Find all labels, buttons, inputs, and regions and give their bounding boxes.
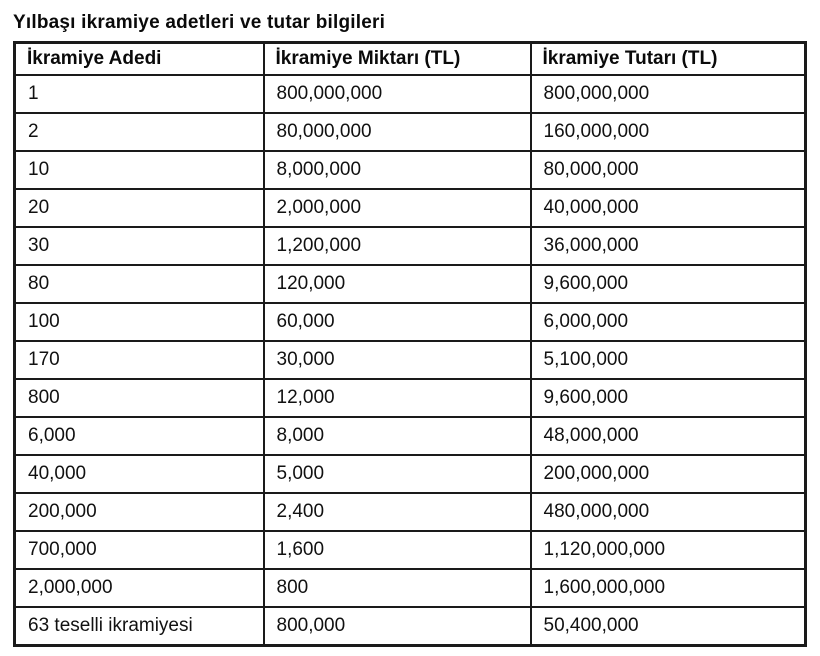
table-cell: 20 — [15, 189, 264, 227]
table-cell: 700,000 — [15, 531, 264, 569]
table-cell: 2 — [15, 113, 264, 151]
table-row — [15, 341, 806, 379]
header-row — [15, 43, 806, 76]
table-row — [15, 227, 806, 265]
table-cell: 120,000 — [264, 265, 531, 303]
table-row — [15, 379, 806, 417]
table-cell: 800 — [15, 379, 264, 417]
table-cell: 60,000 — [264, 303, 531, 341]
table-cell: 80,000,000 — [264, 113, 531, 151]
table-cell: 10 — [15, 151, 264, 189]
table-row — [15, 417, 806, 455]
table-cell: 1,200,000 — [264, 227, 531, 265]
table-cell: 5,000 — [264, 455, 531, 493]
table-row — [15, 531, 806, 569]
table-cell: 800,000,000 — [264, 75, 531, 113]
table-cell: 800,000 — [264, 607, 531, 646]
prize-table — [13, 41, 807, 647]
table-cell: 2,000,000 — [264, 189, 531, 227]
table-cell: 800,000,000 — [531, 75, 806, 113]
table-cell: 1,600 — [264, 531, 531, 569]
table-cell: 9,600,000 — [531, 265, 806, 303]
table-cell: 9,600,000 — [531, 379, 806, 417]
table-cell: 48,000,000 — [531, 417, 806, 455]
table-cell: 80,000,000 — [531, 151, 806, 189]
table-cell: 36,000,000 — [531, 227, 806, 265]
table-cell: 30,000 — [264, 341, 531, 379]
table-cell: 12,000 — [264, 379, 531, 417]
table-row — [15, 493, 806, 531]
table-cell: 40,000 — [15, 455, 264, 493]
table-cell: 50,400,000 — [531, 607, 806, 646]
table-row — [15, 151, 806, 189]
table-cell: 480,000,000 — [531, 493, 806, 531]
table-cell: 1,120,000,000 — [531, 531, 806, 569]
table-cell: 80 — [15, 265, 264, 303]
table-cell: 8,000 — [264, 417, 531, 455]
table-row — [15, 455, 806, 493]
table-cell: 1 — [15, 75, 264, 113]
table-cell: 30 — [15, 227, 264, 265]
table-cell: 2,000,000 — [15, 569, 264, 607]
table-cell: 5,100,000 — [531, 341, 806, 379]
table-cell: 200,000 — [15, 493, 264, 531]
table-cell: 8,000,000 — [264, 151, 531, 189]
column-header-ikramiye-tutari: İkramiye Tutarı (TL) — [531, 43, 806, 76]
table-cell: 63 teselli ikramiyesi — [15, 607, 264, 646]
column-header-ikramiye-miktari: İkramiye Miktarı (TL) — [264, 43, 531, 76]
table-header-row — [15, 43, 806, 76]
table-row — [15, 265, 806, 303]
table-row — [15, 607, 806, 646]
table-row — [15, 75, 806, 113]
column-header-ikramiye-adedi: İkramiye Adedi — [15, 43, 264, 76]
table-cell: 1,600,000,000 — [531, 569, 806, 607]
table-cell: 6,000 — [15, 417, 264, 455]
table-row — [15, 303, 806, 341]
table-cell: 200,000,000 — [531, 455, 806, 493]
table-row — [15, 113, 806, 151]
table-body — [15, 75, 806, 646]
table-row — [15, 189, 806, 227]
table-cell: 40,000,000 — [531, 189, 806, 227]
table-cell: 100 — [15, 303, 264, 341]
page-title: Yılbaşı ikramiye adetleri ve tutar bilgileri — [13, 12, 386, 33]
table-cell: 2,400 — [264, 493, 531, 531]
table-row — [15, 569, 806, 607]
table-cell: 160,000,000 — [531, 113, 806, 151]
table-cell: 170 — [15, 341, 264, 379]
table-cell: 800 — [264, 569, 531, 607]
table-cell: 6,000,000 — [531, 303, 806, 341]
